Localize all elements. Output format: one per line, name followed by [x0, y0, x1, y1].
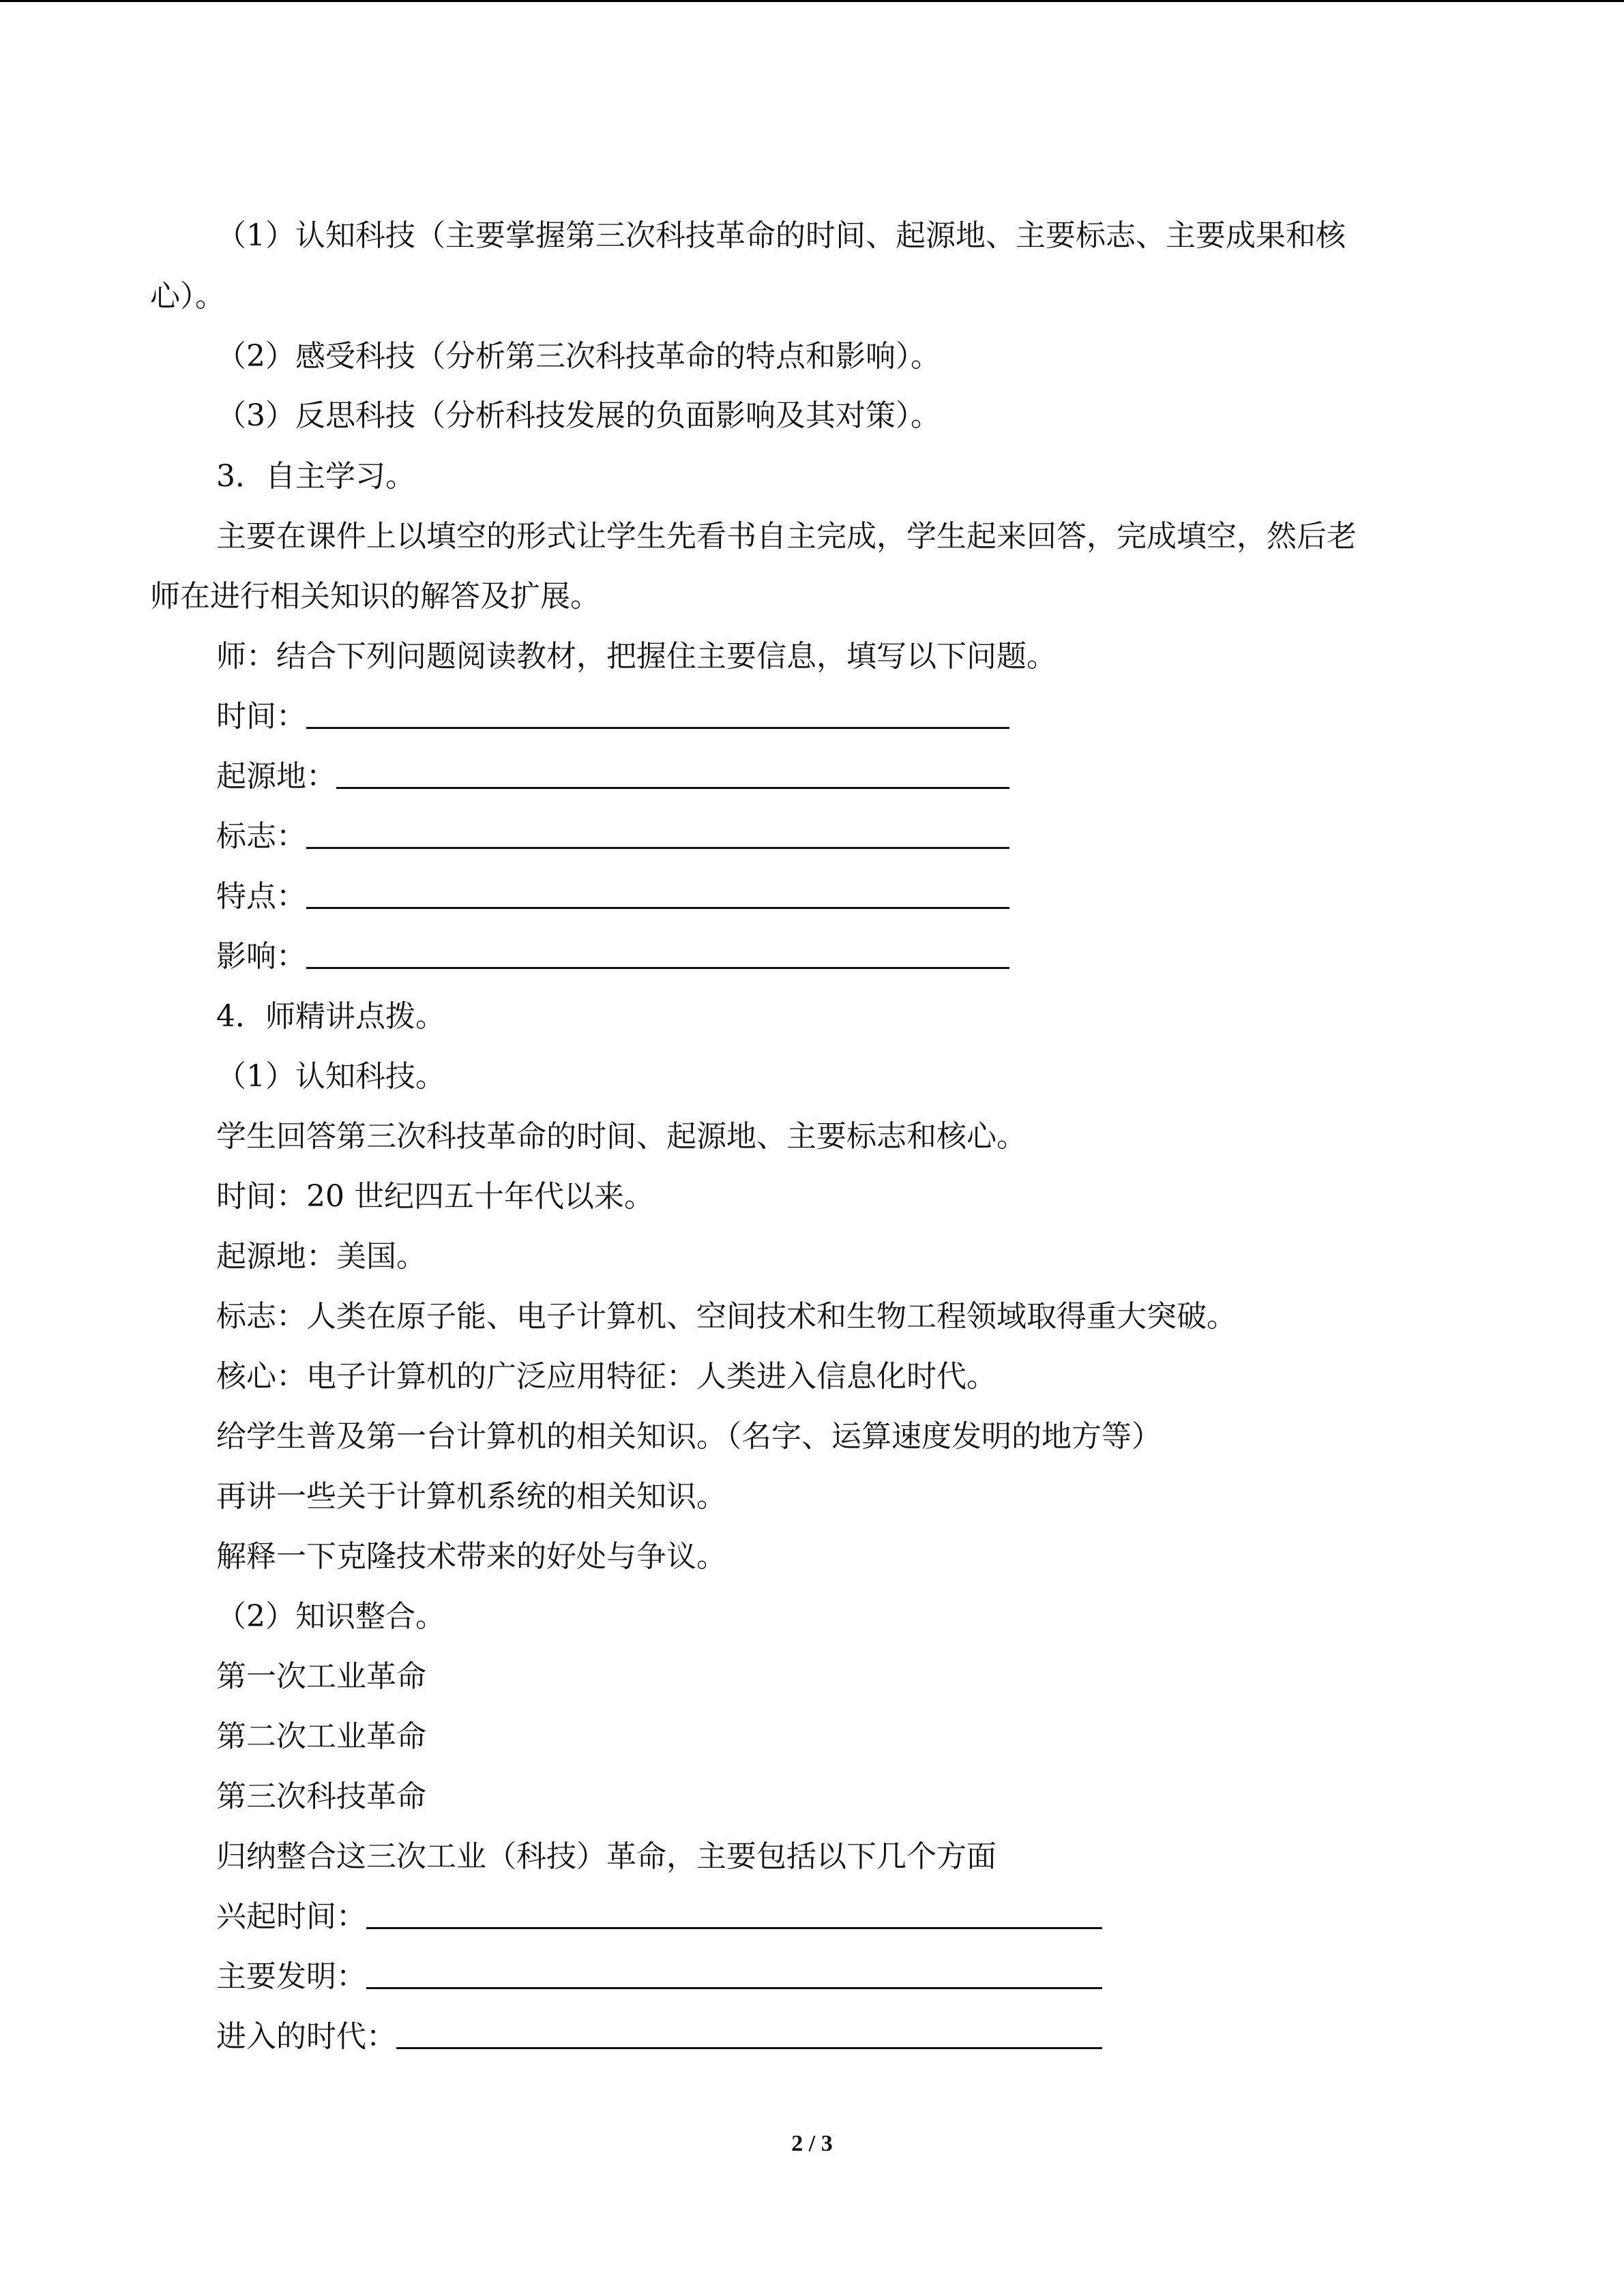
fill-blank-label: 主要发明：: [216, 1959, 366, 1994]
paragraph-line: 给学生普及第一台计算机的相关知识。（名字、运算速度发明的地方等）: [216, 1419, 1162, 1454]
paragraph-line: 核心：电子计算机的广泛应用特征：人类进入信息化时代。: [216, 1359, 996, 1394]
paragraph-line: 第一次工业革命: [216, 1659, 426, 1694]
fill-blank-row: [216, 936, 1009, 977]
fill-blank-line[interactable]: [306, 817, 1009, 849]
fill-blank-line[interactable]: [306, 877, 1009, 909]
fill-blank-line[interactable]: [366, 1897, 1102, 1929]
fill-blank-row: [216, 1896, 1102, 1937]
page-top-border: [0, 0, 1624, 2]
fill-blank-row: [216, 756, 1009, 797]
fill-blank-label: 时间：: [216, 699, 306, 734]
paragraph-line: 心）。: [150, 279, 225, 314]
paragraph-line: 归纳整合这三次工业（科技）革命，主要包括以下几个方面: [216, 1839, 996, 1874]
fill-blank-label: 影响：: [216, 939, 306, 974]
fill-blank-label: 兴起时间：: [216, 1899, 366, 1934]
paragraph-line: 时间：20 世纪四五十年代以来。: [216, 1179, 654, 1214]
page-number: 2 / 3: [791, 2131, 833, 2156]
fill-blank-label: 特点：: [216, 879, 306, 914]
fill-blank-row: [216, 2016, 1102, 2057]
fill-blank-label: 进入的时代：: [216, 2019, 396, 2054]
section-heading: 3．自主学习。: [216, 459, 415, 494]
paragraph-line: 第三次科技革命: [216, 1779, 426, 1814]
fill-blank-row: [216, 696, 1009, 737]
fill-blank-label: 标志：: [216, 819, 306, 854]
paragraph-line: 标志：人类在原子能、电子计算机、空间技术和生物工程领域取得重大突破。: [216, 1299, 1237, 1334]
paragraph-line: 主要在课件上以填空的形式让学生先看书自主完成，学生起来回答，完成填空，然后老: [216, 519, 1357, 554]
fill-blank-line[interactable]: [336, 757, 1009, 789]
paragraph-line: （3）反思科技（分析科技发展的负面影响及其对策）。: [216, 398, 941, 433]
fill-blank-row: [216, 816, 1009, 857]
paragraph-line: 师：结合下列问题阅读教材，把握住主要信息，填写以下问题。: [216, 639, 1057, 674]
paragraph-line: （1）认知科技（主要掌握第三次科技革命的时间、起源地、主要标志、主要成果和核: [216, 218, 1346, 253]
fill-blank-line[interactable]: [306, 937, 1009, 969]
fill-blank-line[interactable]: [366, 1957, 1102, 1989]
paragraph-line: 解释一下克隆技术带来的好处与争议。: [216, 1539, 726, 1574]
paragraph-line: 再讲一些关于计算机系统的相关知识。: [216, 1479, 726, 1514]
fill-blank-row: [216, 1956, 1102, 1997]
paragraph-line: （2）感受科技（分析第三次科技革命的特点和影响）。: [216, 339, 941, 374]
paragraph-line: 起源地：美国。: [216, 1239, 426, 1274]
paragraph-line: 第二次工业革命: [216, 1719, 426, 1754]
fill-blank-line[interactable]: [396, 2017, 1102, 2049]
section-heading: 4．师精讲点拨。: [216, 999, 445, 1034]
paragraph-line: 师在进行相关知识的解答及扩展。: [150, 579, 600, 614]
subsection-heading: （1）认知科技。: [216, 1059, 445, 1094]
paragraph-line: 学生回答第三次科技革命的时间、起源地、主要标志和核心。: [216, 1119, 1027, 1154]
fill-blank-row: [216, 876, 1009, 917]
fill-blank-label: 起源地：: [216, 759, 336, 794]
fill-blank-line[interactable]: [306, 697, 1009, 729]
subsection-heading: （2）知识整合。: [216, 1599, 445, 1634]
